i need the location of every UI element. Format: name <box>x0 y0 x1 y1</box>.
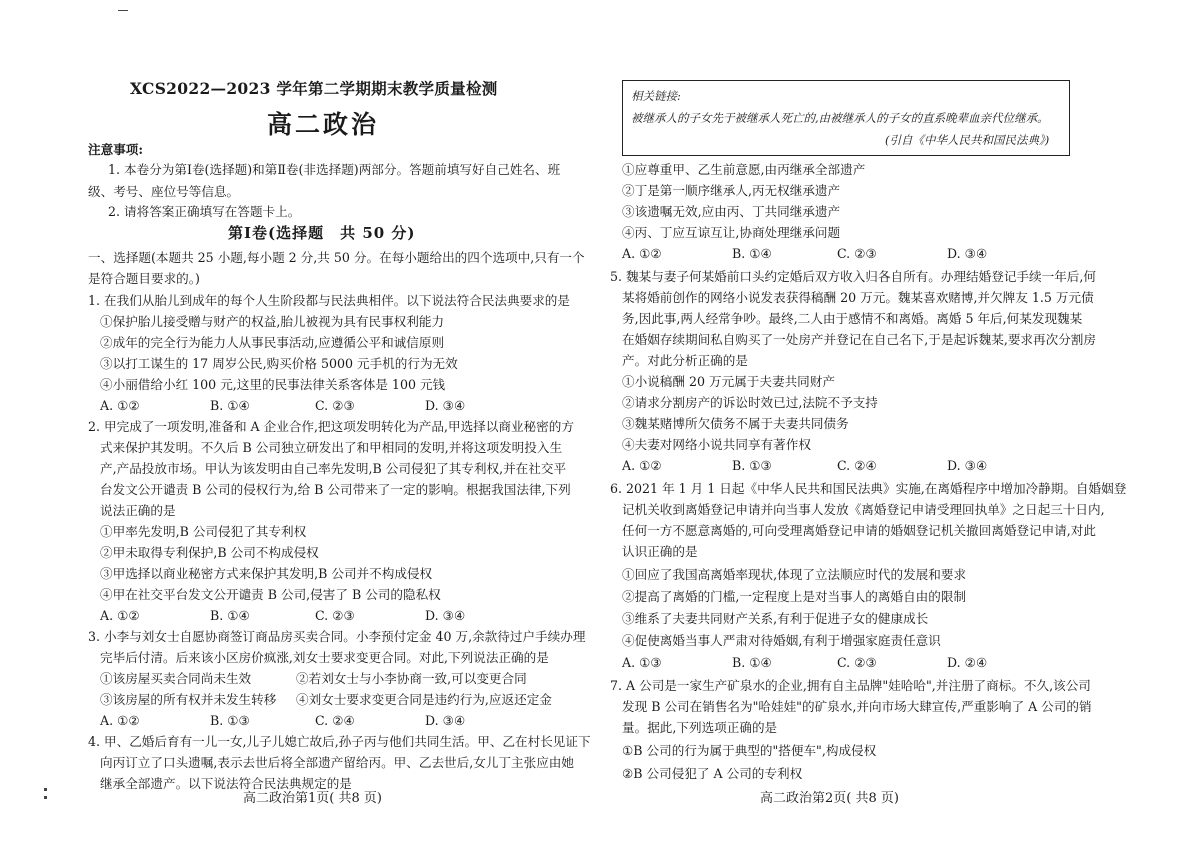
statement-4: ④促使离婚当事人严肃对待婚姻,有利于增强家庭责任意识 <box>622 633 941 648</box>
link-text: 被继承人的子女先于被继承人死亡的,由被继承人的子女的直系晚辈血亲代位继承。 <box>631 111 1049 125</box>
question-stem-cont: 某将婚前创作的网络小说发表获得稿酬 20 万元。魏某喜欢赌博,并欠牌友 1.5 万元债 <box>622 290 1094 305</box>
option-d: D. ②④ <box>947 655 988 670</box>
statement-2: ②甲未取得专利保护,B 公司不构成侵权 <box>100 545 319 560</box>
statement-3: ③该房屋的所有权并未发生转移 <box>100 692 277 707</box>
option-b: B. ①③ <box>210 713 250 728</box>
option-b: B. ①④ <box>732 246 772 261</box>
statement-4: ④甲在社交平台发文公开谴责 B 公司,侵害了 B 公司的隐私权 <box>100 587 441 602</box>
option-c: C. ②③ <box>837 246 877 261</box>
statement-4: ④夫妻对网络小说共同享有著作权 <box>622 437 811 452</box>
instructions-b: 是符合题目要求的。) <box>88 271 200 286</box>
instructions-a: 一、选择题(本题共 25 小题,每小题 2 分,共 50 分。在每小题给出的四个选项中,只有一个 <box>88 250 585 265</box>
question-stem: 5. 魏某与妻子何某婚前口头约定婚后双方收入归各自所有。办理结婚登记手续一年后,何 <box>610 269 1096 284</box>
statement-3: ③维系了夫妻共同财产关系,有利于促进子女的健康成长 <box>622 611 929 626</box>
question-stem-cont: 式来保护其发明。不久后 B 公司独立研发出了和甲相同的发明,并将这项发明投入生 <box>100 440 563 455</box>
question-stem-cont: 务,因此事,两人经常争吵。最终,二人由于感情不和离婚。离婚 5 年后,何某发现魏某 <box>622 311 1083 326</box>
option-a: A. ①② <box>100 713 140 728</box>
section-title: 第Ⅰ卷(选择题 共 50 分) <box>228 224 416 242</box>
question-stem: 4. 甲、乙婚后育有一儿一女,儿子儿媳亡故后,孙子丙与他们共同生活。甲、乙在村长见证下 <box>88 734 591 749</box>
page-footer: 高二政治第2页( 共8 页) <box>760 791 899 806</box>
notice-2: 2. 请将答案正确填写在答题卡上。 <box>108 204 301 219</box>
option-d: D. ③④ <box>947 246 988 261</box>
question-stem-cont: 记机关收到离婚登记申请并向当事人发放《离婚登记申请受理回执单》之日起三十日内, <box>622 502 1105 517</box>
statement-2: ②若刘女士与小李协商一致,可以变更合同 <box>296 671 527 686</box>
statement-1: ①该房屋买卖合同尚未生效 <box>100 671 252 686</box>
statement-1: ①小说稿酬 20 万元属于夫妻共同财产 <box>622 374 835 389</box>
question-stem: 3. 小李与刘女士自愿协商签订商品房买卖合同。小李预付定金 40 万,余款待过户手续办理 <box>88 629 586 644</box>
option-d: D. ③④ <box>425 608 466 623</box>
statement-1: ①甲率先发明,B 公司侵犯了其专利权 <box>100 524 307 539</box>
exam-header: XCS2022—2023 学年第二学期期末教学质量检测 <box>130 79 498 98</box>
notice-1a: 1. 本卷分为第Ⅰ卷(选择题)和第Ⅱ卷(非选择题)两部分。答题前填写好自己姓名、班 <box>108 162 561 177</box>
statement-2: ②请求分割房产的诉讼时效已过,法院不予支持 <box>622 395 878 410</box>
option-c: C. ②④ <box>315 713 355 728</box>
question-stem-cont: 产,产品投放市场。甲认为该发明由自己率先发明,B 公司侵犯了其专利权,并在社交平 <box>100 461 567 476</box>
question-stem: 2. 甲完成了一项发明,准备和 A 企业合作,把这项发明转化为产品,甲选择以商业秘密的方 <box>88 419 574 434</box>
option-a: A. ①③ <box>622 655 662 670</box>
scan-dot <box>44 788 47 791</box>
statement-2: ②提高了离婚的门槛,一定程度上是对当事人的离婚自由的限制 <box>622 589 967 604</box>
statement-2: ②B 公司侵犯了 A 公司的专利权 <box>622 766 803 781</box>
statement-2: ②丁是第一顺序继承人,丙无权继承遗产 <box>622 183 841 198</box>
option-a: A. ①② <box>622 458 662 473</box>
option-b: B. ①④ <box>210 608 250 623</box>
statement-1: ①应尊重甲、乙生前意愿,由丙继承全部遗产 <box>622 162 866 177</box>
statement-1: ①回应了我国高离婚率现状,体现了立法顺应时代的发展和要求 <box>622 567 967 582</box>
statement-3: ③以打工谋生的 17 周岁公民,购买价格 5000 元手机的行为无效 <box>100 356 458 371</box>
option-d: D. ③④ <box>425 713 466 728</box>
page-title: 高二政治 <box>267 110 380 139</box>
question-stem-cont: 向丙订立了口头遗嘱,表示去世后将全部遗产留给丙。甲、乙去世后,女儿丁主张应由她 <box>100 755 574 770</box>
question-stem-cont: 说法正确的是 <box>100 503 176 518</box>
question-stem-cont: 完毕后付清。后来该小区房价疯涨,刘女士要求变更合同。对此,下列说法正确的是 <box>100 650 549 665</box>
right-page <box>600 0 1200 849</box>
option-d: D. ③④ <box>947 458 988 473</box>
question-stem-cont: 发现 B 公司在销售名为"哈娃娃"的矿泉水,并向市场大肆宣传,严重影响了 A 公司的销 <box>622 699 1092 714</box>
option-c: C. ②④ <box>837 458 877 473</box>
statement-3: ③该遗嘱无效,应由丙、丁共同继承遗产 <box>622 204 841 219</box>
statement-1: ①B 公司的行为属于典型的"搭便车",构成侵权 <box>622 743 877 758</box>
page-footer: 高二政治第1页( 共8 页) <box>243 791 382 806</box>
option-b: B. ①③ <box>732 458 772 473</box>
statement-3: ③魏某赌博所欠债务不属于夫妻共同债务 <box>622 416 849 431</box>
statement-4: ④刘女士要求变更合同是违约行为,应返还定金 <box>296 692 552 707</box>
question-stem-cont: 认识正确的是 <box>622 544 698 559</box>
option-a: A. ①② <box>622 246 662 261</box>
question-stem-cont: 量。据此,下列选项正确的是 <box>622 720 778 735</box>
option-b: B. ①④ <box>732 655 772 670</box>
scan-mark <box>118 10 128 11</box>
option-c: C. ②③ <box>315 398 355 413</box>
statement-3: ③甲选择以商业秘密方式来保护其发明,B 公司并不构成侵权 <box>100 566 433 581</box>
statement-4: ④小丽借给小红 100 元,这里的民事法律关系客体是 100 元钱 <box>100 377 446 392</box>
link-source: (引自《中华人民共和国民法典》) <box>885 133 1050 147</box>
option-b: B. ①④ <box>210 398 250 413</box>
statement-4: ④丙、丁应互谅互让,协商处理继承问题 <box>622 225 841 240</box>
question-stem-cont: 台发文公开谴责 B 公司的侵权行为,给 B 公司带来了一定的影响。根据我国法律,下列 <box>100 482 571 497</box>
link-heading: 相关链接: <box>631 89 681 103</box>
option-c: C. ②③ <box>315 608 355 623</box>
option-a: A. ①② <box>100 398 140 413</box>
question-stem-cont: 产。对此分析正确的是 <box>622 353 748 368</box>
question-stem-cont: 在婚姻存续期间私自购买了一处房产并登记在自己名下,于是起诉魏某,要求再次分割房 <box>622 332 1096 347</box>
statement-1: ①保护胎儿接受赠与财产的权益,胎儿被视为具有民事权利能力 <box>100 314 445 329</box>
question-stem: 7. A 公司是一家生产矿泉水的企业,拥有自主品牌"娃哈哈",并注册了商标。不久,该公司 <box>610 678 1091 693</box>
scan-dot <box>44 796 47 799</box>
option-a: A. ①② <box>100 608 140 623</box>
notice-heading: 注意事项: <box>88 142 144 157</box>
question-stem-cont: 任何一方不愿意离婚的,可向受理离婚登记申请的婚姻登记机关撤回离婚登记申请,对此 <box>622 523 1096 538</box>
notice-1b: 级、考号、座位号等信息。 <box>88 184 240 199</box>
question-stem: 6. 2021 年 1 月 1 日起《中华人民共和国民法典》实施,在离婚程序中增加冷静期。自婚姻登 <box>610 481 1127 496</box>
statement-2: ②成年的完全行为能力人从事民事活动,应遵循公平和诚信原则 <box>100 335 445 350</box>
question-stem-cont: 继承全部遗产。以下说法符合民法典规定的是 <box>100 776 352 791</box>
option-d: D. ③④ <box>425 398 466 413</box>
option-c: C. ②③ <box>837 655 877 670</box>
question-stem: 1. 在我们从胎儿到成年的每个人生阶段都与民法典相伴。以下说法符合民法典要求的是 <box>88 293 570 308</box>
